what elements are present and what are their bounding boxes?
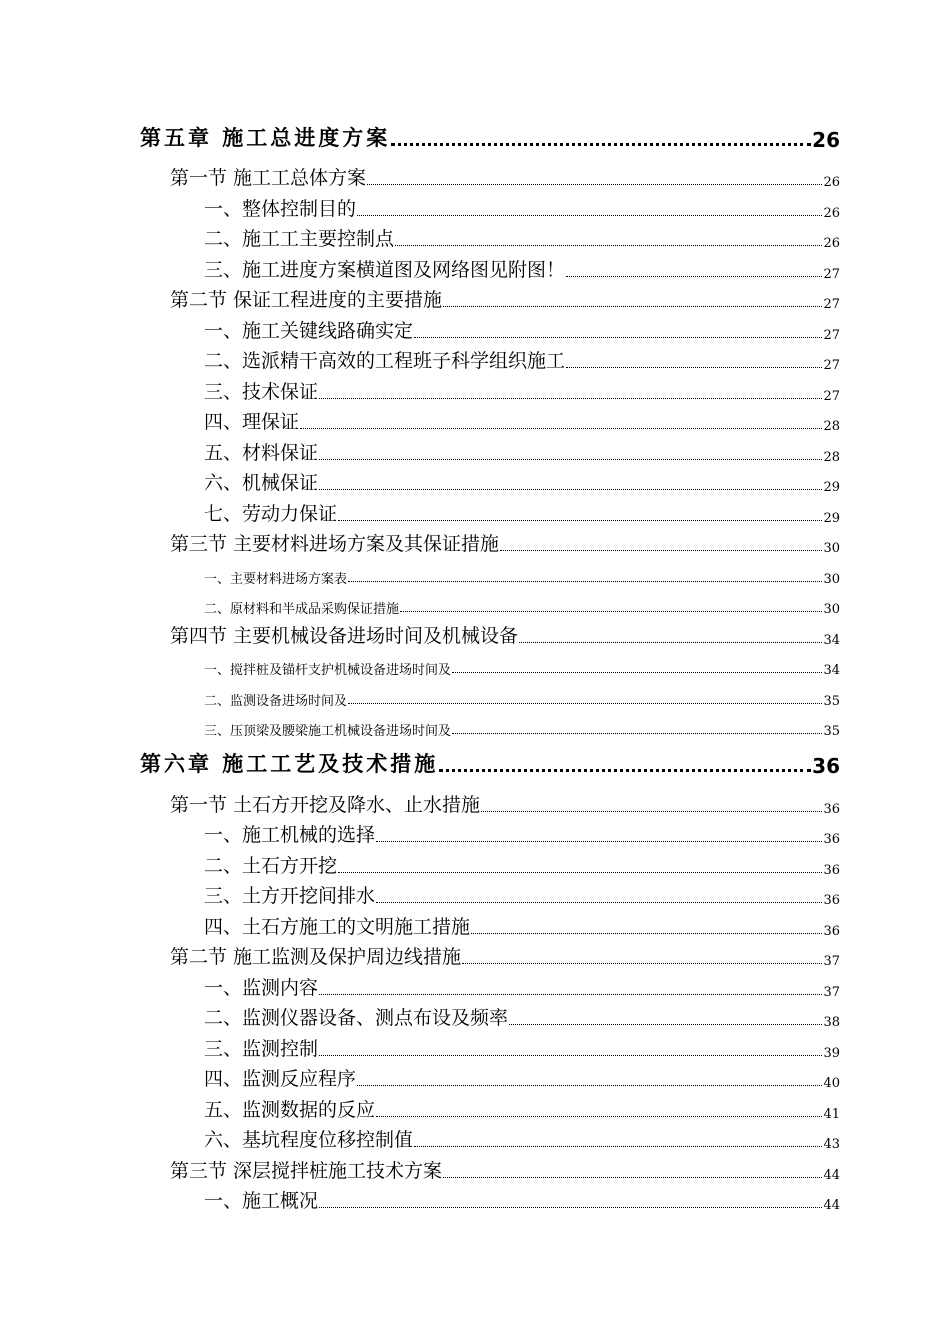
dot-leader	[439, 744, 811, 778]
toc-page-number: 27	[823, 297, 840, 312]
toc-page-number: 36	[812, 754, 840, 778]
toc-item-row[interactable]	[204, 711, 840, 739]
toc-label: 五、监测数据的反应	[204, 1099, 376, 1121]
toc-label: 四、监测反应程序	[204, 1068, 357, 1090]
dot-leader	[566, 254, 822, 282]
toc-label: 三、施工进度方案横道图及网络图见附图！	[204, 259, 566, 281]
toc-label: 三、土方开挖间排水	[204, 885, 376, 907]
toc-page-number: 30	[823, 602, 840, 617]
toc-label: 一、整体控制目的	[204, 198, 357, 220]
toc-section-row[interactable]	[170, 284, 840, 312]
toc-page-number: 44	[823, 1168, 840, 1183]
toc-item-row[interactable]	[204, 589, 840, 617]
toc-page-number: 28	[823, 450, 840, 465]
toc-label: 第三节 深层搅拌桩施工技术方案	[170, 1160, 443, 1182]
dot-leader	[414, 1124, 822, 1152]
toc-item-row[interactable]	[204, 437, 840, 465]
dot-leader	[319, 376, 822, 404]
toc-item-row[interactable]	[204, 254, 840, 282]
toc-item-row[interactable]	[204, 498, 840, 526]
toc-item-row[interactable]	[204, 376, 840, 404]
dot-leader	[357, 193, 822, 221]
toc-page-number: 38	[823, 1015, 840, 1030]
dot-leader	[348, 681, 822, 709]
toc-item-row[interactable]	[204, 223, 840, 251]
toc-page-number: 43	[823, 1137, 840, 1152]
toc-item-row[interactable]	[204, 559, 840, 587]
dot-leader	[319, 437, 822, 465]
dot-leader	[348, 559, 822, 587]
dot-leader	[391, 118, 811, 152]
toc-page-number: 39	[823, 1046, 840, 1061]
dot-leader	[509, 1002, 822, 1030]
toc-label: 四、理保证	[204, 411, 300, 433]
toc-item-row[interactable]	[204, 1094, 840, 1122]
toc-item-row[interactable]	[204, 1002, 840, 1030]
toc-page-number: 27	[823, 267, 840, 282]
dot-leader	[443, 1155, 822, 1183]
toc-item-row[interactable]	[204, 911, 840, 939]
dot-leader	[414, 315, 822, 343]
dot-leader	[300, 406, 822, 434]
toc-page-number: 29	[823, 480, 840, 495]
toc-section-row[interactable]	[170, 1155, 840, 1183]
dot-leader	[376, 1094, 822, 1122]
toc-item-row[interactable]	[204, 1063, 840, 1091]
dot-leader	[338, 498, 822, 526]
toc-item-row[interactable]	[204, 972, 840, 1000]
dot-leader	[357, 1063, 822, 1091]
toc-page-number: 36	[823, 924, 840, 939]
toc-label: 第三节 主要材料进场方案及其保证措施	[170, 533, 500, 555]
toc-label: 二、土石方开挖	[204, 855, 338, 877]
toc-page-number: 26	[823, 175, 840, 190]
dot-leader	[519, 620, 822, 648]
toc-page-number: 37	[823, 954, 840, 969]
toc-page-number: 26	[823, 206, 840, 221]
dot-leader	[376, 819, 822, 847]
toc-label: 一、监测内容	[204, 977, 319, 999]
toc-page-number: 36	[823, 863, 840, 878]
toc-label: 二、监测设备进场时间及	[204, 694, 348, 709]
toc-label: 第一节 施工工总体方案	[170, 167, 367, 189]
toc-label: 二、选派精干高效的工程班子科学组织施工	[204, 350, 566, 372]
toc-item-row[interactable]	[204, 406, 840, 434]
toc-item-row[interactable]	[204, 193, 840, 221]
toc-page-number: 44	[823, 1198, 840, 1213]
toc-chapter-row[interactable]	[140, 118, 840, 152]
dot-leader	[395, 223, 822, 251]
toc-page-number: 27	[823, 358, 840, 373]
toc-chapter-row[interactable]	[140, 744, 840, 778]
toc-label: 第四节 主要机械设备进场时间及机械设备	[170, 625, 519, 647]
toc-page-number: 26	[812, 128, 840, 152]
dot-leader	[319, 1185, 822, 1213]
toc-page-number: 27	[823, 328, 840, 343]
toc-label: 一、施工概况	[204, 1190, 319, 1212]
toc-label: 一、施工关键线路确实定	[204, 320, 414, 342]
toc-page-number: 26	[823, 236, 840, 251]
toc-page-number: 34	[823, 663, 840, 678]
toc-label: 三、技术保证	[204, 381, 319, 403]
toc-page-number: 35	[823, 694, 840, 709]
dot-leader	[319, 467, 822, 495]
dot-leader	[400, 589, 822, 617]
toc-page-number: 27	[823, 389, 840, 404]
toc-page-number: 30	[823, 572, 840, 587]
toc-item-row[interactable]	[204, 850, 840, 878]
toc-page-number: 29	[823, 511, 840, 526]
toc-item-row[interactable]	[204, 650, 840, 678]
dot-leader	[319, 1033, 822, 1061]
dot-leader	[481, 789, 822, 817]
toc-label: 四、土石方施工的文明施工措施	[204, 916, 471, 938]
toc-item-row[interactable]	[204, 1185, 840, 1213]
toc-label: 六、基坑程度位移控制值	[204, 1129, 414, 1151]
toc-label: 第二节 施工监测及保护周边线措施	[170, 946, 462, 968]
toc-label: 第五章 施工总进度方案	[140, 126, 391, 150]
toc-item-row[interactable]	[204, 315, 840, 343]
toc-page-number: 36	[823, 832, 840, 847]
toc-section-row[interactable]	[170, 620, 840, 648]
toc-page-number: 41	[823, 1107, 840, 1122]
dot-leader	[452, 650, 822, 678]
toc-section-row[interactable]	[170, 941, 840, 969]
toc-item-row[interactable]	[204, 1124, 840, 1152]
dot-leader	[566, 345, 822, 373]
toc-label: 第六章 施工工艺及技术措施	[140, 752, 439, 776]
toc-label: 七、劳动力保证	[204, 503, 338, 525]
dot-leader	[367, 162, 822, 190]
dot-leader	[376, 880, 822, 908]
toc-label: 一、施工机械的选择	[204, 824, 376, 846]
toc-label: 第二节 保证工程进度的主要措施	[170, 289, 443, 311]
dot-leader	[443, 284, 822, 312]
dot-leader	[452, 711, 822, 739]
toc-section-row[interactable]	[170, 162, 840, 190]
dot-leader	[319, 972, 822, 1000]
dot-leader	[462, 941, 822, 969]
toc-label: 第一节 土石方开挖及降水、止水措施	[170, 794, 481, 816]
toc-page-number: 36	[823, 893, 840, 908]
toc-page-number: 36	[823, 802, 840, 817]
toc-label: 二、原材料和半成品采购保证措施	[204, 602, 400, 617]
toc-page-number: 34	[823, 633, 840, 648]
toc-section-row[interactable]	[170, 528, 840, 556]
toc-label: 六、机械保证	[204, 472, 319, 494]
toc-label: 三、监测控制	[204, 1038, 319, 1060]
toc-label: 一、主要材料进场方案表	[204, 572, 348, 587]
toc-item-row[interactable]	[204, 681, 840, 709]
toc-page-number: 35	[823, 724, 840, 739]
dot-leader	[338, 850, 822, 878]
toc-section-row[interactable]	[170, 789, 840, 817]
toc-item-row[interactable]	[204, 819, 840, 847]
toc-label: 二、施工工主要控制点	[204, 228, 395, 250]
toc-label: 一、搅拌桩及锚杆支护机械设备进场时间及	[204, 663, 452, 678]
dot-leader	[471, 911, 822, 939]
toc-item-row[interactable]	[204, 880, 840, 908]
toc-label: 三、压顶梁及腰梁施工机械设备进场时间及	[204, 724, 452, 739]
toc-item-row[interactable]	[204, 345, 840, 373]
toc-label: 二、监测仪器设备、测点布设及频率	[204, 1007, 509, 1029]
toc-label: 五、材料保证	[204, 442, 319, 464]
toc-page-number: 37	[823, 985, 840, 1000]
toc-item-row[interactable]	[204, 1033, 840, 1061]
toc-page-number: 28	[823, 419, 840, 434]
toc-page-number: 40	[823, 1076, 840, 1091]
toc-page-number: 30	[823, 541, 840, 556]
dot-leader	[500, 528, 822, 556]
toc-item-row[interactable]	[204, 467, 840, 495]
